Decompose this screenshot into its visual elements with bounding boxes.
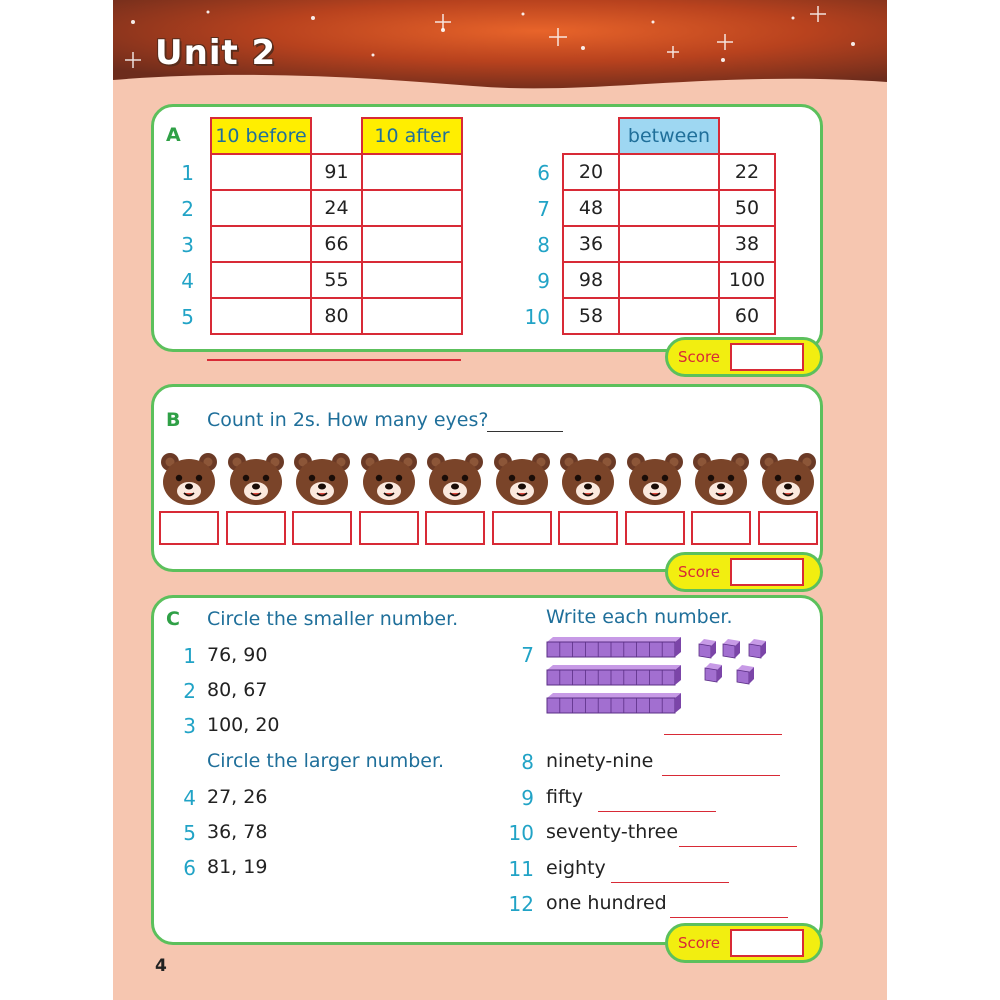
bear-face-image	[360, 451, 418, 507]
eye-count-box[interactable]	[758, 511, 818, 545]
given-number-cell: 22	[718, 153, 776, 191]
question-number: 1	[183, 644, 196, 668]
section-b-panel	[151, 384, 823, 572]
score-label: Score	[678, 348, 721, 366]
given-number-cell: 100	[718, 261, 776, 299]
ones-cube	[737, 665, 754, 684]
instruction-larger: Circle the larger number.	[207, 750, 445, 772]
answer-cell-10-after[interactable]	[361, 189, 463, 227]
question-number: 3	[181, 233, 194, 257]
answer-line[interactable]	[598, 811, 716, 812]
question-number: 3	[183, 714, 196, 738]
bear-face-image	[626, 451, 684, 507]
ones-cube	[749, 639, 766, 658]
eye-count-box[interactable]	[558, 511, 618, 545]
question-number: 4	[183, 786, 196, 810]
number-pair[interactable]: 76, 90	[207, 644, 268, 666]
bear-face-image	[559, 451, 617, 507]
answer-cell-between[interactable]	[618, 225, 720, 263]
given-number-cell: 80	[310, 297, 363, 335]
given-number-cell: 36	[562, 225, 620, 263]
question-number: 6	[537, 161, 550, 185]
section-a-letter: A	[166, 124, 181, 146]
answer-cell-10-after[interactable]	[361, 225, 463, 263]
question-number: 6	[183, 856, 196, 880]
answer-line-eyes[interactable]	[487, 431, 563, 432]
header-10-before: 10 before	[210, 117, 312, 155]
given-number-cell: 48	[562, 189, 620, 227]
bear-face-image	[692, 451, 750, 507]
score-input-c[interactable]	[730, 929, 804, 957]
question-number: 2	[181, 197, 194, 221]
eye-count-box[interactable]	[359, 511, 419, 545]
answer-line[interactable]	[679, 846, 797, 847]
answer-cell-10-after[interactable]	[361, 261, 463, 299]
section-b-instruction: Count in 2s. How many eyes?	[207, 409, 489, 431]
bear-face-image	[160, 451, 218, 507]
given-number-cell: 58	[562, 297, 620, 335]
number-pair[interactable]: 27, 26	[207, 786, 268, 808]
header-between: between	[618, 117, 720, 155]
section-a-panel	[151, 104, 823, 352]
number-word: fifty	[546, 785, 584, 808]
number-pair[interactable]: 81, 19	[207, 856, 268, 878]
number-pair[interactable]: 80, 67	[207, 679, 268, 701]
bear-face-image	[293, 451, 351, 507]
answer-cell-10-before[interactable]	[210, 189, 312, 227]
number-pair[interactable]: 100, 20	[207, 714, 280, 736]
question-number: 5	[183, 821, 196, 845]
question-number: 2	[183, 679, 196, 703]
answer-cell-10-before[interactable]	[210, 297, 312, 335]
answer-line-blocks[interactable]	[664, 734, 782, 735]
tens-rod	[547, 693, 681, 713]
question-number: 8	[521, 750, 534, 774]
instruction-write: Write each number.	[546, 606, 733, 628]
answer-cell-between[interactable]	[618, 261, 720, 299]
score-input-a[interactable]	[730, 343, 804, 371]
number-pair[interactable]: 36, 78	[207, 821, 268, 843]
section-c-score	[665, 923, 823, 963]
answer-line[interactable]	[662, 775, 780, 776]
number-word: ninety-nine	[546, 750, 654, 772]
answer-line[interactable]	[611, 882, 729, 883]
section-b-letter: B	[166, 409, 181, 431]
score-input-b[interactable]	[730, 558, 804, 586]
question-number: 9	[521, 785, 534, 810]
page-title: Unit 2	[155, 33, 277, 73]
question-number: 10	[508, 821, 534, 845]
question-number: 11	[508, 856, 534, 881]
given-number-cell: 20	[562, 153, 620, 191]
answer-cell-between[interactable]	[618, 189, 720, 227]
question-number: 4	[181, 269, 194, 293]
given-number-cell: 66	[310, 225, 363, 263]
given-number-cell: 50	[718, 189, 776, 227]
given-number-cell: 55	[310, 261, 363, 299]
name-line	[207, 359, 461, 361]
question-number: 7	[537, 197, 550, 221]
given-number-cell: 38	[718, 225, 776, 263]
score-label: Score	[678, 563, 721, 581]
eye-count-box[interactable]	[425, 511, 485, 545]
worksheet-page	[113, 0, 887, 1000]
answer-cell-10-after[interactable]	[361, 297, 463, 335]
number-word: seventy-three	[546, 821, 679, 843]
answer-cell-between[interactable]	[618, 297, 720, 335]
given-number-cell: 91	[310, 153, 363, 191]
eye-count-box[interactable]	[292, 511, 352, 545]
question-number: 5	[181, 305, 194, 329]
question-number: 12	[508, 892, 534, 916]
question-number: 1	[181, 161, 194, 185]
tens-rod	[547, 665, 681, 685]
bear-face-image	[227, 451, 285, 507]
answer-cell-10-before[interactable]	[210, 153, 312, 191]
answer-cell-10-after[interactable]	[361, 153, 463, 191]
ones-cube	[723, 639, 740, 658]
question-number: 9	[537, 269, 550, 293]
given-number-cell: 24	[310, 189, 363, 227]
eye-count-box[interactable]	[691, 511, 751, 545]
score-label: Score	[678, 934, 721, 952]
eye-count-box[interactable]	[226, 511, 286, 545]
question-number: 10	[524, 305, 550, 329]
answer-cell-10-before[interactable]	[210, 261, 312, 299]
question-number: 8	[537, 233, 550, 257]
bear-face-image	[426, 451, 484, 507]
answer-cell-between[interactable]	[618, 153, 720, 191]
bear-face-image	[493, 451, 551, 507]
question-number: 7	[521, 643, 534, 667]
section-a-score	[665, 337, 823, 377]
page-number: 4	[155, 956, 167, 976]
answer-cell-10-before[interactable]	[210, 225, 312, 263]
ones-cube	[699, 639, 716, 658]
eye-count-box[interactable]	[625, 511, 685, 545]
tens-rod	[547, 637, 681, 657]
section-c-letter: C	[166, 608, 180, 630]
eye-count-box[interactable]	[492, 511, 552, 545]
given-number-cell: 60	[718, 297, 776, 335]
ones-cube	[705, 663, 722, 682]
section-b-score	[665, 552, 823, 592]
answer-line[interactable]	[670, 917, 788, 918]
bear-face-image	[759, 451, 817, 507]
eye-count-box[interactable]	[159, 511, 219, 545]
base-ten-blocks-image	[545, 633, 785, 721]
instruction-smaller: Circle the smaller number.	[207, 608, 459, 630]
number-word: eighty	[546, 856, 606, 879]
given-number-cell: 98	[562, 261, 620, 299]
number-word: one hundred	[546, 892, 667, 914]
header-banner	[113, 0, 887, 90]
header-10-after: 10 after	[361, 117, 463, 155]
